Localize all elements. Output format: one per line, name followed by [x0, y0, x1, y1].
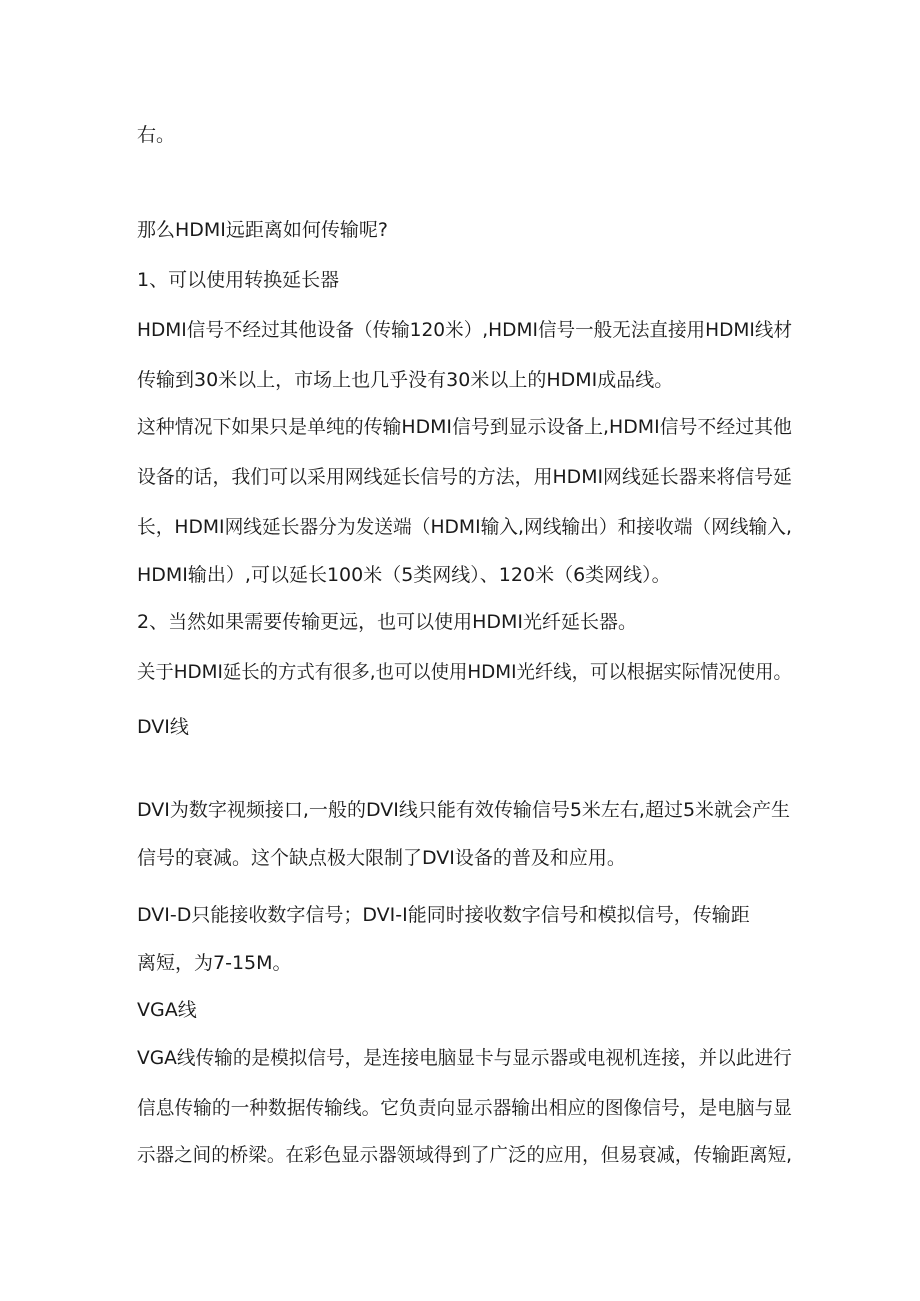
text-line: DVI为数字视频接口,一般的DVI线只能有效传输信号5米左右,超过5米就会产生 [137, 799, 791, 821]
text-line: 1、可以使用转换延长器 [137, 269, 340, 291]
text-line: 长，HDMI网线延长器分为发送端（HDMI输入,网线输出）和接收端（网线输入, [137, 516, 792, 538]
text-line: HDMI输出）,可以延长100米（5类网线）、120米（6类网线）。 [137, 564, 671, 586]
text-line: 设备的话，我们可以采用网线延长信号的方法，用HDMI网线延长器来将信号延 [137, 466, 792, 488]
text-line: 关于HDMI延长的方式有很多,也可以使用HDMI光纤线，可以根据实际情况使用。 [137, 661, 792, 683]
text-line: 这种情况下如果只是单纯的传输HDMI信号到显示设备上,HDMI信号不经过其他 [137, 416, 792, 438]
text-line: 示器之间的桥梁。在彩色显示器领域得到了广泛的应用，但易衰减，传输距离短, [137, 1144, 793, 1166]
text-line: 信息传输的一种数据传输线。它负责向显示器输出相应的图像信号，是电脑与显 [137, 1097, 793, 1119]
text-line: 信号的衰减。这个缺点极大限制了DVI设备的普及和应用。 [137, 847, 626, 869]
text-line: VGA线传输的是模拟信号，是连接电脑显卡与显示器或电视机连接，并以此进行 [137, 1047, 792, 1069]
text-line: 右。 [137, 124, 176, 146]
text-line: 2、当然如果需要传输更远，也可以使用HDMI光纤延长器。 [137, 611, 638, 633]
text-line: 那么HDMI远距离如何传输呢? [137, 219, 388, 241]
text-line: HDMI信号不经过其他设备（传输120米）,HDMI信号一般无法直接用HDMI线材 [137, 319, 793, 341]
text-line: 离短，为7-15M。 [137, 952, 292, 974]
text-line: DVI-D只能接收数字信号；DVI-I能同时接收数字信号和模拟信号，传输距 [137, 904, 750, 926]
text-line: 传输到30米以上，市场上也几乎没有30米以上的HDMI成品线。 [137, 369, 674, 391]
section-heading-vga: VGA线 [137, 999, 197, 1021]
section-heading-dvi: DVI线 [137, 716, 189, 738]
